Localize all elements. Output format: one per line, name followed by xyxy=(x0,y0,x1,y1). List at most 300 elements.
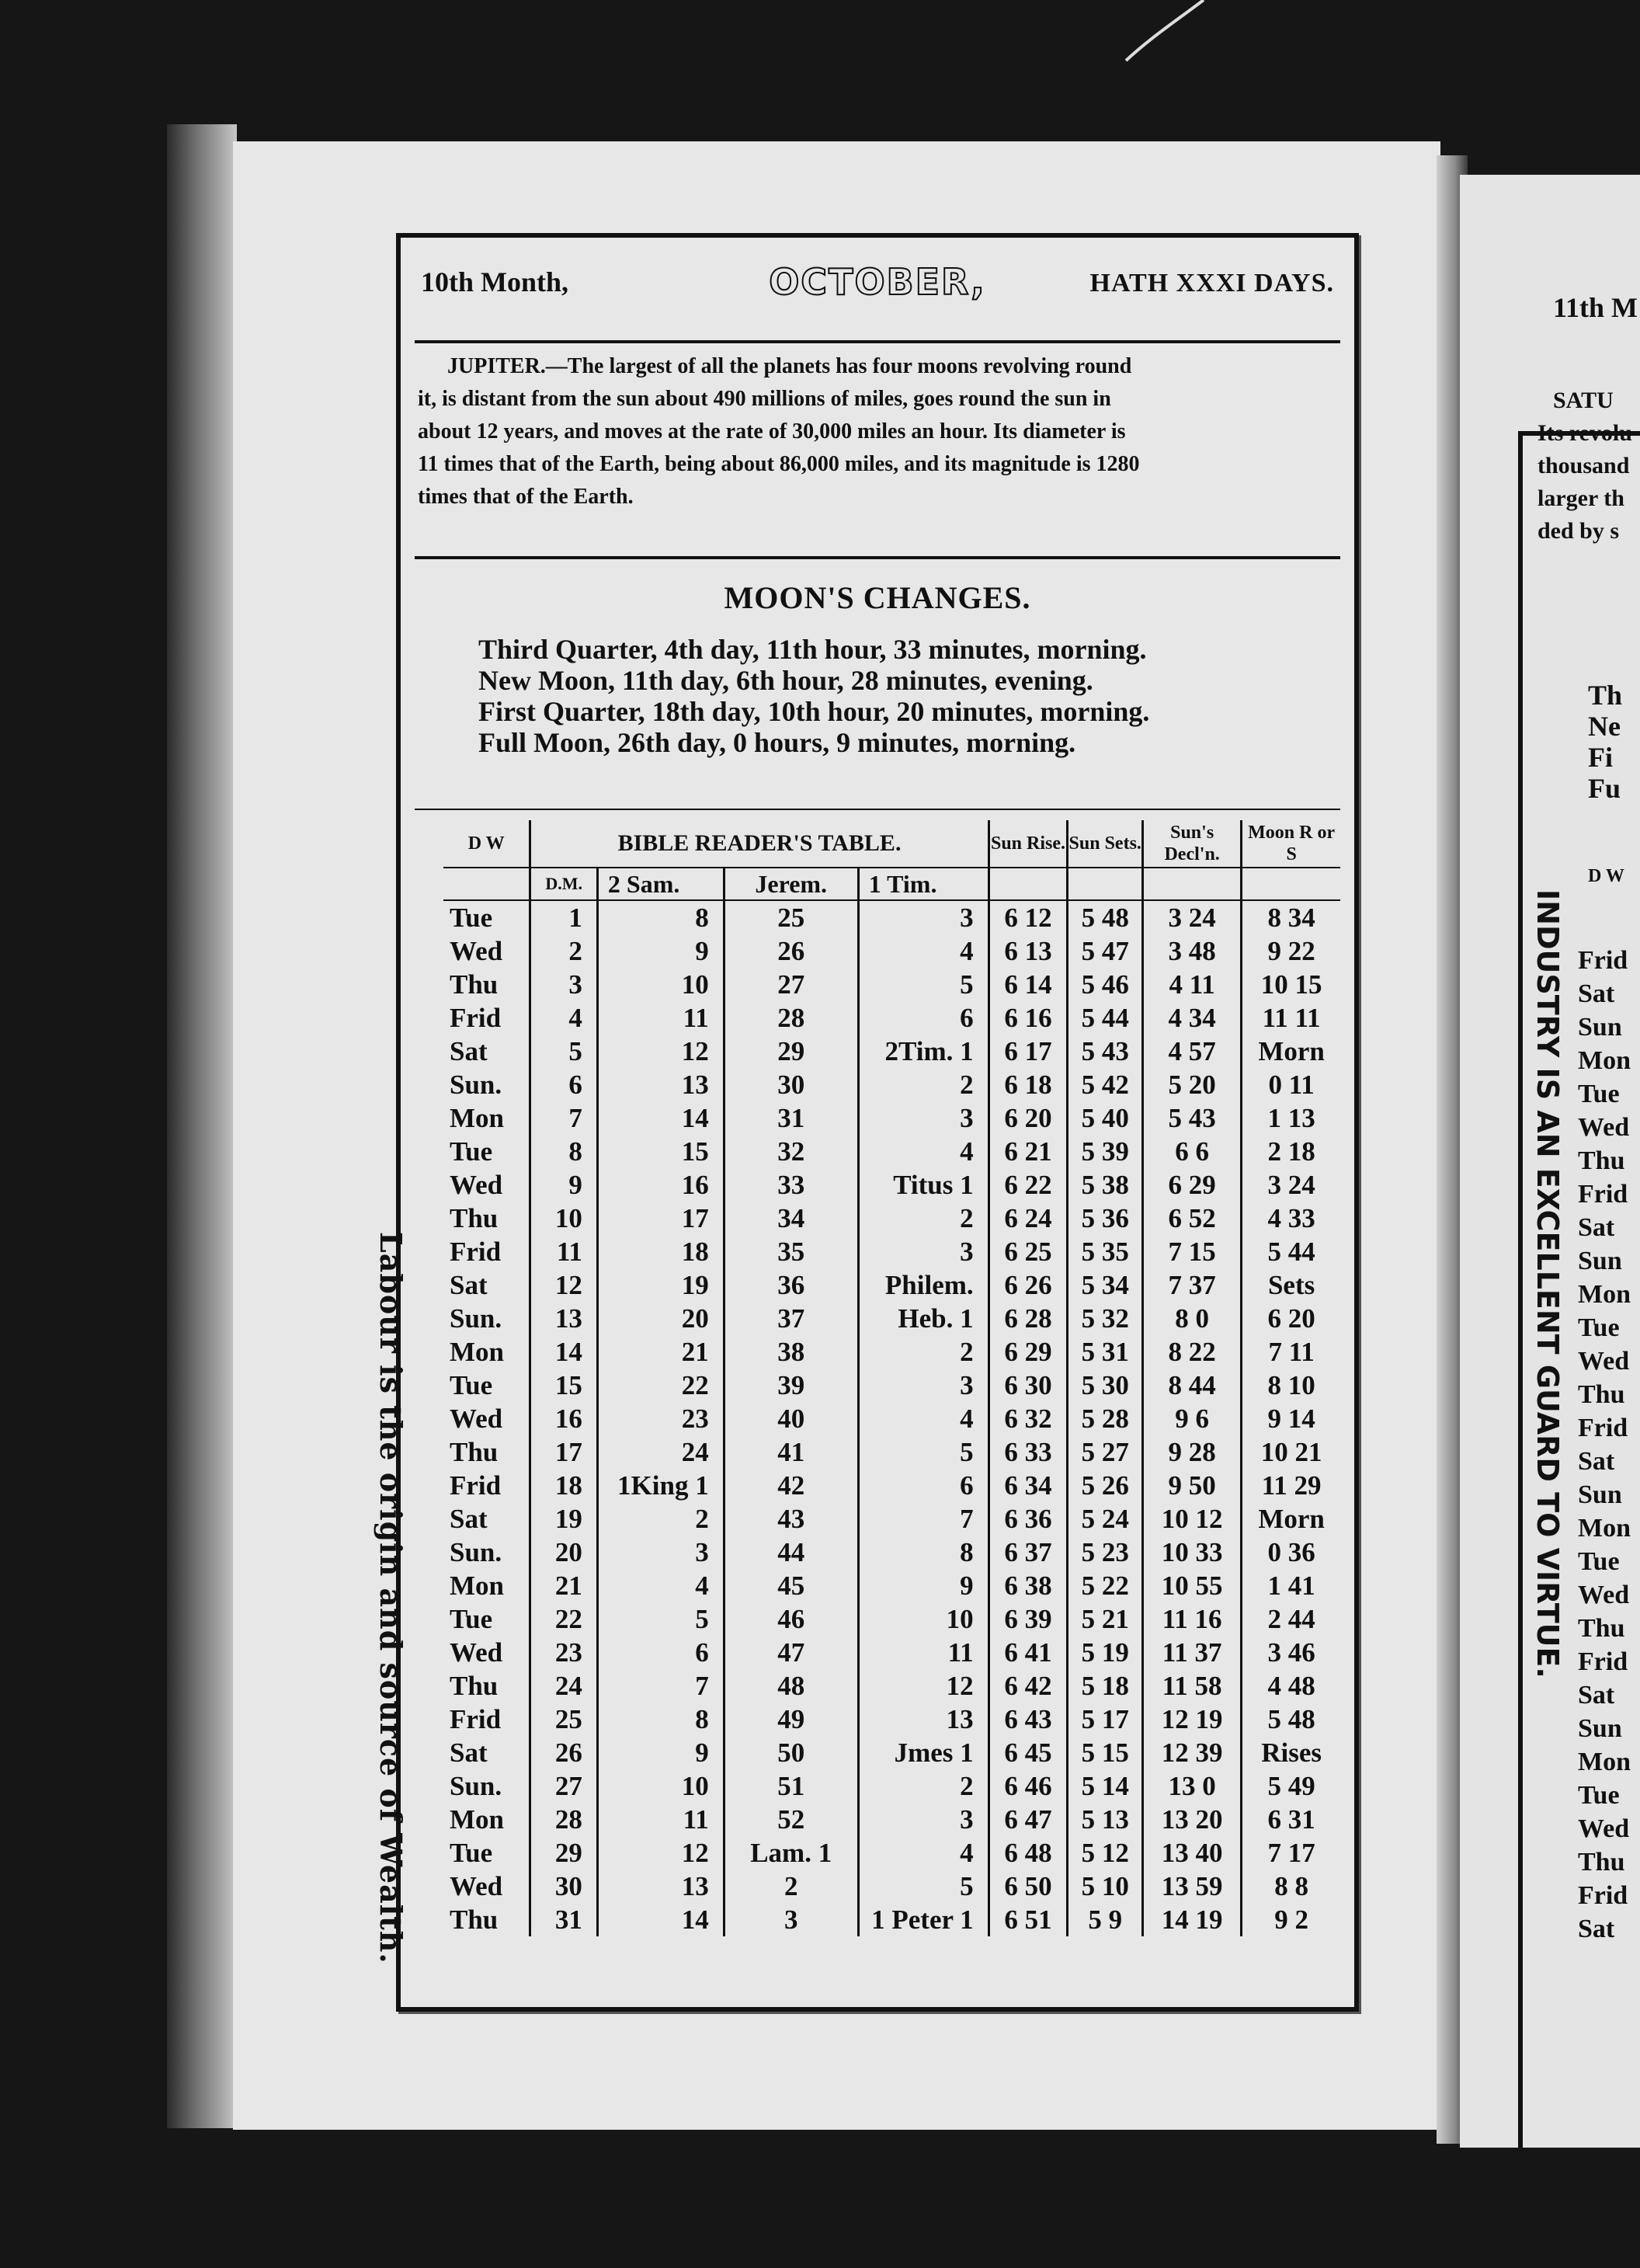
next-page-day: Tue xyxy=(1578,1547,1620,1576)
next-page-day: Frid xyxy=(1578,1414,1628,1442)
moon-rise-set: Sets xyxy=(1242,1268,1340,1302)
next-page-day: Mon xyxy=(1578,1280,1631,1309)
table-row xyxy=(443,1469,1340,1502)
day-of-month: 21 xyxy=(530,1569,597,1602)
reading-book-3: Heb. 1 xyxy=(858,1302,989,1335)
reading-book-2: 32 xyxy=(724,1135,858,1168)
page-right xyxy=(1460,175,1640,2148)
moon-rise-set: 7 11 xyxy=(1242,1335,1340,1369)
reading-book-2: 48 xyxy=(724,1669,858,1703)
next-page-line: Its revolu xyxy=(1538,420,1632,446)
day-of-month: 31 xyxy=(530,1903,597,1936)
next-page-day: Mon xyxy=(1578,1514,1631,1543)
table-row xyxy=(443,1569,1340,1602)
table-row xyxy=(443,1870,1340,1903)
sun-set: 5 36 xyxy=(1068,1202,1143,1235)
col-decl: Sun's Decl'n. xyxy=(1143,820,1242,868)
reading-book-2: 38 xyxy=(724,1335,858,1369)
sun-set: 5 43 xyxy=(1068,1035,1143,1068)
day-of-week: Wed xyxy=(450,1871,503,1901)
next-page-line: ded by s xyxy=(1538,518,1620,544)
book-edge xyxy=(167,124,237,2128)
moon-change-line: Full Moon, 26th day, 0 hours, 9 minutes, morning. xyxy=(478,727,1076,758)
sun-set: 5 23 xyxy=(1068,1536,1143,1569)
day-of-month: 14 xyxy=(530,1335,597,1369)
col-bible: BIBLE READER'S TABLE. xyxy=(530,820,989,868)
sun-set: 5 12 xyxy=(1068,1836,1143,1870)
day-of-month: 3 xyxy=(530,968,597,1001)
day-of-week: Sun. xyxy=(450,1303,502,1334)
day-of-week: Thu xyxy=(450,1437,499,1467)
note-line: it, is distant from the sun about 490 millions of miles, goes round the sun in xyxy=(418,387,1111,411)
table-row xyxy=(443,1001,1340,1035)
next-page-day: Wed xyxy=(1578,1581,1630,1609)
next-page-day: Sat xyxy=(1578,1447,1615,1476)
reading-book-1: 23 xyxy=(597,1402,724,1435)
note-line: JUPITER.—The largest of all the planets has four moons revolving round xyxy=(447,354,1132,378)
sun-set: 5 26 xyxy=(1068,1469,1143,1502)
sun-declination: 5 43 xyxy=(1143,1101,1242,1135)
day-of-month: 25 xyxy=(530,1703,597,1736)
moon-rise-set: 8 8 xyxy=(1242,1870,1340,1903)
moon-change-line: New Moon, 11th day, 6th hour, 28 minutes, evening. xyxy=(478,665,1093,696)
reading-book-3: 3 xyxy=(858,1803,989,1836)
reading-book-3: 2 xyxy=(858,1335,989,1369)
table-row xyxy=(443,1135,1340,1168)
reading-book-3: 4 xyxy=(858,1836,989,1870)
table-row xyxy=(443,1435,1340,1469)
day-of-week: Mon xyxy=(450,1804,504,1835)
reading-book-3: 3 xyxy=(858,900,989,934)
table-row xyxy=(443,1101,1340,1135)
table-row xyxy=(443,900,1340,934)
reading-book-2: 46 xyxy=(724,1602,858,1636)
next-moon-line: Fu xyxy=(1588,773,1621,804)
sun-declination: 7 15 xyxy=(1143,1235,1242,1268)
next-page-day: Frid xyxy=(1578,1180,1628,1209)
moon-rise-set: Rises xyxy=(1242,1736,1340,1769)
day-of-month: 15 xyxy=(530,1369,597,1402)
table-row xyxy=(443,1502,1340,1536)
day-of-week: Tue xyxy=(450,1370,493,1400)
subheader-blank xyxy=(1068,868,1143,900)
reading-book-3: 3 xyxy=(858,1235,989,1268)
day-of-week: Sat xyxy=(450,1036,488,1066)
table-row xyxy=(443,1736,1340,1769)
moon-changes-list xyxy=(478,634,1331,758)
sun-rise: 6 26 xyxy=(989,1268,1068,1302)
reading-book-3: 2 xyxy=(858,1068,989,1101)
day-of-week: Wed xyxy=(450,1637,503,1668)
day-of-month: 30 xyxy=(530,1870,597,1903)
reading-book-1: 12 xyxy=(597,1836,724,1870)
reading-book-1: 9 xyxy=(597,934,724,968)
reading-book-2: 45 xyxy=(724,1569,858,1602)
sun-rise: 6 38 xyxy=(989,1569,1068,1602)
day-of-month: 1 xyxy=(530,900,597,934)
day-of-month: 7 xyxy=(530,1101,597,1135)
next-page-day: Tue xyxy=(1578,1080,1620,1108)
subheader-row xyxy=(443,868,1340,900)
sun-rise: 6 47 xyxy=(989,1803,1068,1836)
reading-book-1: 4 xyxy=(597,1569,724,1602)
reading-book-2: 36 xyxy=(724,1268,858,1302)
reading-book-2: 33 xyxy=(724,1168,858,1202)
reading-book-1: 14 xyxy=(597,1101,724,1135)
moon-change-line: Third Quarter, 4th day, 11th hour, 33 minutes, morning. xyxy=(478,634,1147,665)
reading-book-2: 44 xyxy=(724,1536,858,1569)
day-of-week: Sun. xyxy=(450,1070,502,1100)
table-row xyxy=(443,1068,1340,1101)
sun-rise: 6 29 xyxy=(989,1335,1068,1369)
subheader-blank xyxy=(1143,868,1242,900)
reading-book-1: 21 xyxy=(597,1335,724,1369)
sun-set: 5 44 xyxy=(1068,1001,1143,1035)
reading-book-3: 1 Peter 1 xyxy=(858,1903,989,1936)
table-row xyxy=(443,1636,1340,1669)
month-title: OCTOBER, xyxy=(769,261,986,303)
sun-rise: 6 20 xyxy=(989,1101,1068,1135)
subheader-blank xyxy=(1242,868,1340,900)
reading-book-2: 28 xyxy=(724,1001,858,1035)
sun-rise: 6 12 xyxy=(989,900,1068,934)
moon-rule xyxy=(415,809,1340,810)
sun-declination: 4 57 xyxy=(1143,1035,1242,1068)
next-page-day: Thu xyxy=(1578,1146,1625,1175)
sun-declination: 3 24 xyxy=(1143,900,1242,934)
reading-book-2: 29 xyxy=(724,1035,858,1068)
sun-set: 5 19 xyxy=(1068,1636,1143,1669)
day-of-month: 23 xyxy=(530,1636,597,1669)
sun-rise: 6 36 xyxy=(989,1502,1068,1536)
moon-rise-set: 5 48 xyxy=(1242,1703,1340,1736)
next-page-day: Sat xyxy=(1578,1915,1615,1943)
sun-declination: 8 44 xyxy=(1143,1369,1242,1402)
sun-declination: 11 37 xyxy=(1143,1636,1242,1669)
sun-declination: 4 34 xyxy=(1143,1001,1242,1035)
sun-set: 5 21 xyxy=(1068,1602,1143,1636)
reading-book-1: 16 xyxy=(597,1168,724,1202)
reading-book-3: 5 xyxy=(858,1870,989,1903)
sun-declination: 4 11 xyxy=(1143,968,1242,1001)
subheader-blank xyxy=(443,868,530,900)
table-row xyxy=(443,1669,1340,1703)
table-row xyxy=(443,968,1340,1001)
table-row xyxy=(443,1168,1340,1202)
day-of-month: 10 xyxy=(530,1202,597,1235)
moon-rise-set: 1 13 xyxy=(1242,1101,1340,1135)
note-line: about 12 years, and moves at the rate of 30,000 miles an hour. Its diameter is xyxy=(418,419,1126,444)
table-row xyxy=(443,1035,1340,1068)
day-of-week: Frid xyxy=(450,1470,502,1501)
reading-book-3: 2Tim. 1 xyxy=(858,1035,989,1068)
reading-book-3: 3 xyxy=(858,1369,989,1402)
sun-declination: 8 0 xyxy=(1143,1302,1242,1335)
reading-book-3: Philem. xyxy=(858,1268,989,1302)
day-of-week: Wed xyxy=(450,1170,503,1200)
sun-declination: 6 29 xyxy=(1143,1168,1242,1202)
table-row xyxy=(443,1769,1340,1803)
sun-rise: 6 28 xyxy=(989,1302,1068,1335)
note-rule xyxy=(415,556,1340,559)
day-of-month: 9 xyxy=(530,1168,597,1202)
table-row xyxy=(443,1402,1340,1435)
reading-book-1: 2 xyxy=(597,1502,724,1536)
day-of-month: 19 xyxy=(530,1502,597,1536)
day-of-month: 16 xyxy=(530,1402,597,1435)
next-page-day: Sat xyxy=(1578,1213,1615,1242)
sun-set: 5 31 xyxy=(1068,1335,1143,1369)
day-of-week: Sat xyxy=(450,1738,488,1768)
sun-declination: 8 22 xyxy=(1143,1335,1242,1369)
sun-rise: 6 24 xyxy=(989,1202,1068,1235)
day-of-month: 29 xyxy=(530,1836,597,1870)
day-of-week: Sat xyxy=(450,1270,488,1300)
sun-set: 5 18 xyxy=(1068,1669,1143,1703)
day-of-week: Sat xyxy=(450,1504,488,1534)
reading-book-2: 43 xyxy=(724,1502,858,1536)
next-page-day: Thu xyxy=(1578,1614,1625,1643)
reading-book-2: 39 xyxy=(724,1369,858,1402)
sun-set: 5 27 xyxy=(1068,1435,1143,1469)
day-of-week: Frid xyxy=(450,1237,502,1267)
moon-rise-set: 11 29 xyxy=(1242,1469,1340,1502)
next-page-day: Frid xyxy=(1578,1881,1628,1910)
reading-book-1: 8 xyxy=(597,900,724,934)
sun-rise: 6 37 xyxy=(989,1536,1068,1569)
reading-book-3: 9 xyxy=(858,1569,989,1602)
day-of-week: Thu xyxy=(450,1671,499,1701)
sun-rise: 6 39 xyxy=(989,1602,1068,1636)
reading-book-1: 3 xyxy=(597,1536,724,1569)
table-row xyxy=(443,1703,1340,1736)
moon-rise-set: 8 34 xyxy=(1242,900,1340,934)
moon-rise-set: Morn xyxy=(1242,1502,1340,1536)
day-of-week: Tue xyxy=(450,1838,493,1868)
sun-set: 5 28 xyxy=(1068,1402,1143,1435)
sun-declination: 9 50 xyxy=(1143,1469,1242,1502)
day-of-week: Frid xyxy=(450,1003,502,1033)
table-row xyxy=(443,1335,1340,1369)
calendar-body xyxy=(443,868,1340,1936)
reading-book-1: 18 xyxy=(597,1235,724,1268)
day-of-month: 11 xyxy=(530,1235,597,1268)
next-page-days xyxy=(1578,944,1640,1946)
sun-rise: 6 21 xyxy=(989,1135,1068,1168)
day-of-month: 27 xyxy=(530,1769,597,1803)
month-number: 10th Month, xyxy=(421,266,569,297)
table-row xyxy=(443,1202,1340,1235)
day-of-week: Sun. xyxy=(450,1771,502,1801)
next-page-day: Tue xyxy=(1578,1313,1620,1342)
col-book-3: 1 Tim. xyxy=(858,868,989,900)
sun-declination: 11 16 xyxy=(1143,1602,1242,1636)
reading-book-1: 1King 1 xyxy=(597,1469,724,1502)
note-line: times that of the Earth. xyxy=(418,485,634,509)
reading-book-1: 24 xyxy=(597,1435,724,1469)
moon-rise-set: 9 22 xyxy=(1242,934,1340,968)
sun-declination: 9 6 xyxy=(1143,1402,1242,1435)
sun-rise: 6 33 xyxy=(989,1435,1068,1469)
day-of-week: Mon xyxy=(450,1571,504,1601)
day-of-week: Mon xyxy=(450,1103,504,1133)
sun-declination: 13 20 xyxy=(1143,1803,1242,1836)
page-header xyxy=(421,261,1334,308)
day-of-month: 2 xyxy=(530,934,597,968)
sun-rise: 6 22 xyxy=(989,1168,1068,1202)
reading-book-3: Jmes 1 xyxy=(858,1736,989,1769)
next-page-line: larger th xyxy=(1538,485,1624,511)
sun-declination: 3 48 xyxy=(1143,934,1242,968)
next-page-day: Sat xyxy=(1578,1681,1615,1710)
day-of-week: Wed xyxy=(450,936,503,966)
sun-declination: 6 6 xyxy=(1143,1135,1242,1168)
day-of-week: Wed xyxy=(450,1404,503,1434)
col-dm: D.M. xyxy=(530,868,597,900)
day-of-week: Thu xyxy=(450,1904,499,1935)
reading-book-1: 8 xyxy=(597,1703,724,1736)
reading-book-3: 11 xyxy=(858,1636,989,1669)
reading-book-1: 7 xyxy=(597,1669,724,1703)
reading-book-2: 2 xyxy=(724,1870,858,1903)
table-row xyxy=(443,1602,1340,1636)
reading-book-1: 13 xyxy=(597,1870,724,1903)
table-row xyxy=(443,1536,1340,1569)
reading-book-2: 41 xyxy=(724,1435,858,1469)
day-of-month: 24 xyxy=(530,1669,597,1703)
sun-declination: 9 28 xyxy=(1143,1435,1242,1469)
moon-rise-set: 9 14 xyxy=(1242,1402,1340,1435)
reading-book-3: 7 xyxy=(858,1502,989,1536)
col-sun-sets: Sun Sets. xyxy=(1068,820,1143,868)
table-row xyxy=(443,1235,1340,1268)
sun-rise: 6 34 xyxy=(989,1469,1068,1502)
next-page-day: Wed xyxy=(1578,1814,1630,1843)
reading-book-1: 13 xyxy=(597,1068,724,1101)
reading-book-3: 4 xyxy=(858,1402,989,1435)
sun-set: 5 35 xyxy=(1068,1235,1143,1268)
table-row xyxy=(443,1302,1340,1335)
moon-rise-set: 3 24 xyxy=(1242,1168,1340,1202)
next-page-day: Sun xyxy=(1578,1480,1622,1509)
sun-declination: 10 33 xyxy=(1143,1536,1242,1569)
table-row xyxy=(443,1369,1340,1402)
day-of-week: Frid xyxy=(450,1704,502,1734)
sun-rise: 6 18 xyxy=(989,1068,1068,1101)
day-of-week: Tue xyxy=(450,903,493,933)
moon-rise-set: 0 11 xyxy=(1242,1068,1340,1101)
reading-book-3: 12 xyxy=(858,1669,989,1703)
reading-book-1: 10 xyxy=(597,1769,724,1803)
sun-set: 5 17 xyxy=(1068,1703,1143,1736)
reading-book-2: 49 xyxy=(724,1703,858,1736)
sun-declination: 6 52 xyxy=(1143,1202,1242,1235)
sun-rise: 6 13 xyxy=(989,934,1068,968)
almanac-frame xyxy=(374,233,1359,2012)
moon-change-line: First Quarter, 18th day, 10th hour, 20 minutes, morning. xyxy=(478,696,1150,727)
next-page-day: Thu xyxy=(1578,1380,1625,1409)
reading-book-3: 8 xyxy=(858,1536,989,1569)
reading-book-1: 17 xyxy=(597,1202,724,1235)
header-rule xyxy=(415,340,1340,343)
moon-rise-set: 10 15 xyxy=(1242,968,1340,1001)
sun-set: 5 13 xyxy=(1068,1803,1143,1836)
day-of-month: 13 xyxy=(530,1302,597,1335)
sun-declination: 12 39 xyxy=(1143,1736,1242,1769)
next-page-day: Thu xyxy=(1578,1848,1625,1877)
reading-book-2: Lam. 1 xyxy=(724,1836,858,1870)
day-of-week: Thu xyxy=(450,969,499,1000)
moon-rise-set: 9 2 xyxy=(1242,1903,1340,1936)
sun-set: 5 14 xyxy=(1068,1769,1143,1803)
day-of-month: 18 xyxy=(530,1469,597,1502)
reading-book-3: 13 xyxy=(858,1703,989,1736)
sun-set: 5 24 xyxy=(1068,1502,1143,1536)
next-moon-line: Ne xyxy=(1588,711,1621,742)
next-page-day: Mon xyxy=(1578,1748,1631,1776)
day-of-month: 26 xyxy=(530,1736,597,1769)
reading-book-1: 10 xyxy=(597,968,724,1001)
next-page-moon xyxy=(1588,680,1622,804)
moon-rise-set: 6 31 xyxy=(1242,1803,1340,1836)
reading-book-1: 19 xyxy=(597,1268,724,1302)
reading-book-3: Titus 1 xyxy=(858,1168,989,1202)
table-row xyxy=(443,1803,1340,1836)
reading-book-1: 12 xyxy=(597,1035,724,1068)
next-page-motto: INDUSTRY IS AN EXCELLENT GUARD TO VIRTUE. xyxy=(1531,889,1565,1678)
table-row xyxy=(443,1903,1340,1936)
sun-rise: 6 48 xyxy=(989,1836,1068,1870)
day-of-week: Thu xyxy=(450,1203,499,1233)
sun-rise: 6 41 xyxy=(989,1636,1068,1669)
reading-book-2: 31 xyxy=(724,1101,858,1135)
reading-book-3: 2 xyxy=(858,1202,989,1235)
reading-book-2: 35 xyxy=(724,1235,858,1268)
reading-book-2: 34 xyxy=(724,1202,858,1235)
sun-set: 5 47 xyxy=(1068,934,1143,968)
next-page-day: Mon xyxy=(1578,1046,1631,1075)
day-of-month: 12 xyxy=(530,1268,597,1302)
calendar-table-box xyxy=(443,820,1340,1937)
day-of-week: Sun. xyxy=(450,1537,502,1567)
reading-book-2: 50 xyxy=(724,1736,858,1769)
reading-book-1: 15 xyxy=(597,1135,724,1168)
moon-rise-set: 7 17 xyxy=(1242,1836,1340,1870)
reading-book-2: 26 xyxy=(724,934,858,968)
reading-book-2: 42 xyxy=(724,1469,858,1502)
moon-rise-set: 3 46 xyxy=(1242,1636,1340,1669)
next-moon-line: Th xyxy=(1588,680,1623,711)
sun-declination: 13 0 xyxy=(1143,1769,1242,1803)
sun-rise: 6 45 xyxy=(989,1736,1068,1769)
sun-declination: 11 58 xyxy=(1143,1669,1242,1703)
moon-rise-set: 10 21 xyxy=(1242,1435,1340,1469)
moon-rise-set: 11 11 xyxy=(1242,1001,1340,1035)
moon-rise-set: 2 44 xyxy=(1242,1602,1340,1636)
reading-book-3: 4 xyxy=(858,934,989,968)
sun-rise: 6 42 xyxy=(989,1669,1068,1703)
sun-rise: 6 50 xyxy=(989,1870,1068,1903)
sun-rise: 6 30 xyxy=(989,1369,1068,1402)
reading-book-3: 5 xyxy=(858,968,989,1001)
next-page-day: Wed xyxy=(1578,1347,1630,1376)
moon-rise-set: 2 18 xyxy=(1242,1135,1340,1168)
reading-book-1: 9 xyxy=(597,1736,724,1769)
moon-rise-set: Morn xyxy=(1242,1035,1340,1068)
next-page-day: Sun xyxy=(1578,1714,1622,1743)
sun-rise: 6 32 xyxy=(989,1402,1068,1435)
reading-book-2: 30 xyxy=(724,1068,858,1101)
